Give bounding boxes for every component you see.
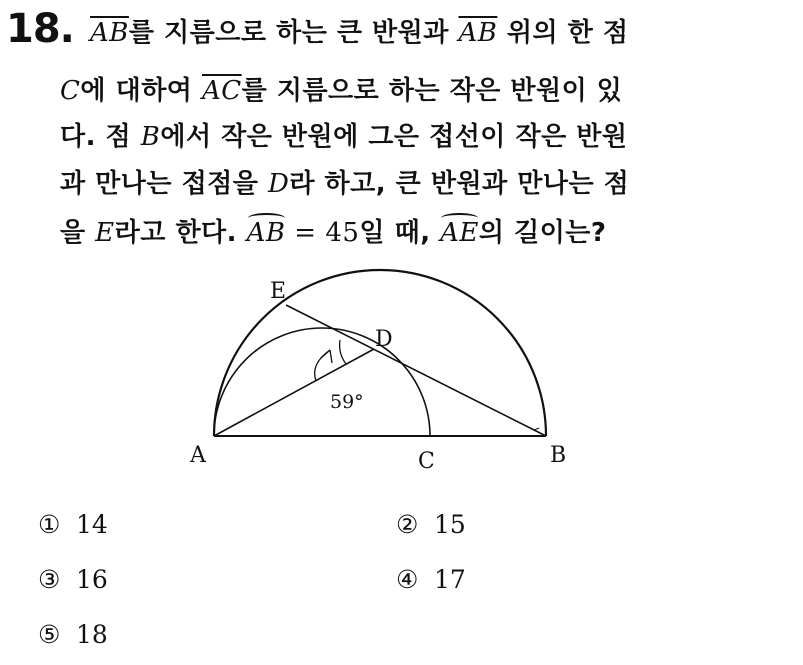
- question-line-3: [60, 116, 628, 153]
- point-b: B: [140, 122, 161, 152]
- point-e: E: [95, 218, 115, 248]
- question-line-4: [60, 163, 629, 200]
- line2-text-b: 를 지름으로 하는 작은 반원이 있: [241, 76, 623, 106]
- choice-5-value: 18: [76, 620, 108, 649]
- line3-text-b: 에서 작은 반원에 그은 접선이 작은 반원: [160, 122, 628, 152]
- line3-text-a: 다. 점: [60, 122, 141, 152]
- arc-ab: AB: [246, 218, 286, 248]
- label-e: E: [270, 279, 287, 304]
- line1-text-b: 위의 한 점: [497, 18, 629, 48]
- choice-1[interactable]: [38, 510, 108, 539]
- line2-text-a: 에 대하여: [80, 76, 202, 106]
- choice-4[interactable]: [396, 565, 466, 594]
- arc-ab-value: 45: [325, 218, 360, 248]
- angle-arc-d: [340, 340, 346, 364]
- line1-text-a: 를 지름으로 하는 큰 반원과: [128, 18, 459, 48]
- choice-5-mark: ⑤: [38, 620, 61, 649]
- choice-1-value: 14: [76, 510, 108, 539]
- tangent-line-be: [286, 305, 546, 436]
- line5-text-c: 일 때,: [359, 218, 441, 248]
- geometry-figure: [170, 268, 590, 478]
- small-semicircle: [214, 328, 430, 436]
- segment-ab: $\overline{AB}$: [90, 18, 129, 48]
- choice-3-value: 16: [76, 565, 108, 594]
- choice-5[interactable]: [38, 620, 108, 649]
- choice-4-value: 17: [434, 565, 466, 594]
- question-line-2: [60, 70, 622, 107]
- question-number: 18.: [6, 6, 74, 52]
- tick-mark-b: [534, 428, 539, 430]
- choice-2[interactable]: [396, 510, 466, 539]
- question-line-1: [90, 12, 628, 49]
- arc-ae: AE: [440, 218, 479, 248]
- line4-text-a: 과 만나는 접점을: [60, 169, 268, 199]
- choice-2-mark: ②: [396, 510, 419, 539]
- label-a: A: [190, 443, 206, 468]
- question-line-5: [60, 212, 607, 249]
- choice-2-value: 15: [434, 510, 466, 539]
- segment-ac: $\overline{AC}$: [201, 76, 242, 106]
- point-c: C: [60, 76, 81, 106]
- angle-label-59: 59°: [330, 391, 364, 413]
- line4-text-b: 라 하고, 큰 반원과 만나는 점: [289, 169, 630, 199]
- choice-3[interactable]: [38, 565, 108, 594]
- line5-text-a: 을: [60, 218, 96, 248]
- choice-3-mark: ③: [38, 565, 61, 594]
- label-b: B: [550, 443, 567, 468]
- equals-sign: =: [285, 218, 326, 248]
- line5-text-d: 의 길이는?: [478, 218, 607, 248]
- label-c: C: [418, 449, 435, 474]
- segment-ab-2: $\overline{AB}$: [458, 18, 498, 48]
- line5-text-b: 라고 한다.: [114, 218, 247, 248]
- choice-1-mark: ①: [38, 510, 61, 539]
- choice-4-mark: ④: [396, 565, 419, 594]
- point-d: D: [267, 169, 290, 199]
- label-d: D: [375, 327, 393, 352]
